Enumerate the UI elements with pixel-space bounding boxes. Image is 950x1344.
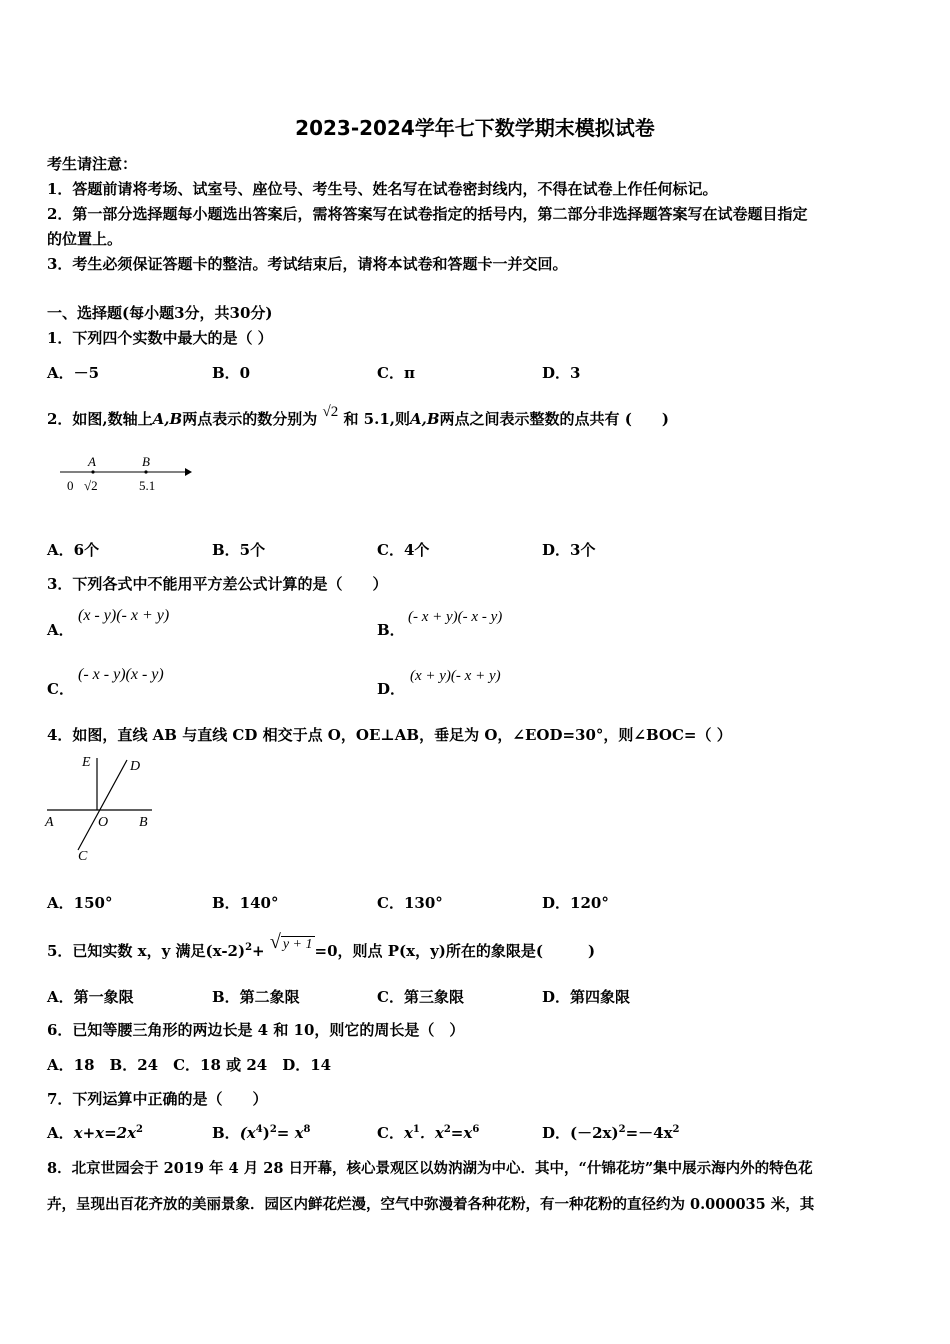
q2-stem [47, 404, 669, 429]
notice-item-2b: 的位置上。 [47, 230, 123, 248]
q4-option-c: C．130° [377, 894, 443, 912]
label-a: A [88, 454, 96, 469]
q7-d-exp2: 2 [672, 1124, 680, 1135]
q7-b-exp2: 2 [269, 1124, 277, 1135]
tick-0: 0 [67, 478, 74, 493]
q7-option-c [377, 1122, 479, 1143]
q5-radicand: y + 1 [282, 937, 313, 952]
radical-sign-icon: √ [269, 931, 281, 953]
label-b: B [139, 815, 148, 830]
q7-b-label: B． [212, 1124, 240, 1142]
section-heading: 一、选择题(每小题3分，共30分) [47, 304, 273, 322]
q3-stem: 3．下列各式中不能用平方差公式计算的是（ ） [47, 575, 388, 593]
q2-option-b: B．5个 [212, 541, 266, 559]
q7-d-expr1: (－2x) [570, 1124, 619, 1142]
q5-radical [270, 931, 315, 954]
q5-plus: + [252, 942, 265, 960]
q1-option-c: C．π [377, 364, 415, 382]
q7-b-expr1: (x [239, 1124, 256, 1142]
q5-stem-pre: 5．已知实数 x，y 满足(x-2) [47, 942, 246, 960]
q2-ab-2: A,B [409, 410, 440, 428]
q6-stem: 6．已知等腰三角形的两边长是 4 和 10，则它的周长是（ ） [47, 1021, 465, 1039]
q3-option-a-label: A． [47, 621, 74, 639]
q7-option-a [47, 1122, 143, 1143]
label-a: A [45, 815, 54, 830]
q2-number-line [55, 452, 195, 497]
q7-b-expr3: = x [276, 1124, 304, 1142]
q7-a-label: A． [47, 1124, 74, 1142]
q8-line-2: 卉，呈现出百花齐放的美丽景象．园区内鲜花烂漫，空气中弥漫着各种花粉，有一种花粉的直径约为 0.000035 米，其 [47, 1196, 815, 1213]
q1-stem: 1．下列四个实数中最大的是（ ） [47, 329, 273, 347]
q2-stem-post: 两点之间表示整数的点共有 ( ) [439, 410, 669, 428]
q4-figure [40, 750, 165, 865]
q3-option-c-label: C． [47, 680, 74, 698]
q2-sqrt2: √2 [322, 404, 339, 420]
q7-c-label: C． [377, 1124, 404, 1142]
q7-b-exp3: 8 [303, 1124, 311, 1135]
line-cd [78, 760, 127, 850]
q4-option-a: A．150° [47, 894, 113, 912]
q3-option-d-label: D． [377, 680, 406, 698]
q7-c-expr3: =x [450, 1124, 473, 1142]
tick-sqrt2: √2 [84, 478, 98, 493]
q3-option-c-expr: (- x - y)(x - y) [78, 666, 164, 683]
notice-item-3: 3．考生必须保证答题卡的整洁。考试结束后，请将本试卷和答题卡一并交回。 [47, 255, 568, 273]
q3-option-b-label: B． [377, 621, 405, 639]
point-b-dot [144, 470, 147, 473]
label-b: B [142, 454, 150, 469]
q7-c-exp3: 6 [472, 1124, 480, 1135]
q7-a-exp: 2 [136, 1124, 144, 1135]
q2-stem-mid2: 和 5.1,则 [343, 410, 410, 428]
q4-stem: 4．如图，直线 AB 与直线 CD 相交于点 O，OE⊥AB，垂足为 O，∠EOD=30°，则∠BOC=（ ） [47, 726, 732, 744]
q7-d-exp1: 2 [618, 1124, 626, 1135]
number-line-arrow [185, 468, 192, 476]
point-a-dot [91, 470, 94, 473]
q2-option-d: D．3个 [542, 541, 596, 559]
q5-square: 2 [245, 942, 253, 953]
q7-stem: 7．下列运算中正确的是（ ） [47, 1090, 268, 1108]
notice-item-2a: 2．第一部分选择题每小题选出答案后，需将答案写在试卷指定的括号内，第二部分非选择题答案写在试卷题目指定 [47, 205, 808, 223]
q1-option-a: A．－5 [47, 364, 100, 382]
q7-c-expr1: x [403, 1124, 413, 1142]
q1-option-d: D．3 [542, 364, 581, 382]
q2-option-c: C．4个 [377, 541, 430, 559]
q7-option-d [542, 1122, 679, 1143]
q5-option-d: D．第四象限 [542, 988, 631, 1006]
notice-heading: 考生请注意： [47, 155, 138, 173]
q2-stem-pre: 2．如图,数轴上 [47, 410, 153, 428]
q5-stem-post: =0，则点 P(x，y)所在的象限是( ) [314, 942, 596, 960]
q5-option-a: A．第一象限 [47, 988, 134, 1006]
q3-option-a-expr: (x - y)(- x + y) [78, 607, 170, 624]
tick-5-1: 5.1 [139, 478, 156, 493]
q2-option-a: A．6个 [47, 541, 100, 559]
q3-option-d-expr: (x + y)(- x + y) [410, 668, 501, 684]
q7-b-exp1: 4 [255, 1124, 263, 1135]
q5-stem [47, 931, 596, 962]
q2-stem-mid: 两点表示的数分别为 [182, 410, 318, 428]
q2-ab-1: A,B [152, 410, 183, 428]
q7-d-expr2: =－4x [625, 1124, 673, 1142]
label-e: E [82, 755, 91, 770]
page-title: 2023-2024学年七下数学期末模拟试卷 [295, 116, 655, 140]
q7-a-expr: x+x=2x [73, 1124, 137, 1142]
q7-c-exp1: 1 [412, 1124, 420, 1135]
q1-option-b: B．0 [212, 364, 251, 382]
label-d: D [130, 759, 141, 774]
q4-option-b: B．140° [212, 894, 279, 912]
q5-option-c: C．第三象限 [377, 988, 464, 1006]
q7-c-exp2: 2 [443, 1124, 451, 1135]
q7-d-label: D． [542, 1124, 571, 1142]
label-c: C [78, 849, 88, 864]
q7-option-b [212, 1122, 310, 1143]
label-o: O [98, 815, 109, 830]
q4-option-d: D．120° [542, 894, 609, 912]
q7-b-expr2: ) [262, 1124, 270, 1142]
q5-option-b: B．第二象限 [212, 988, 300, 1006]
q8-line-1: 8．北京世园会于 2019 年 4 月 28 日开幕，核心景观区以妫汭湖为中心．其中，“什锦花坊”集中展示海内外的特色花 [47, 1160, 813, 1177]
q7-c-expr2: ．x [419, 1124, 444, 1142]
q6-options: A．18 B．24 C．18 或 24 D．14 [47, 1056, 332, 1074]
notice-item-1: 1．答题前请将考场、试室号、座位号、考生号、姓名写在试卷密封线内，不得在试卷上作任何标记。 [47, 180, 718, 198]
q3-option-b-expr: (- x + y)(- x - y) [408, 609, 503, 625]
